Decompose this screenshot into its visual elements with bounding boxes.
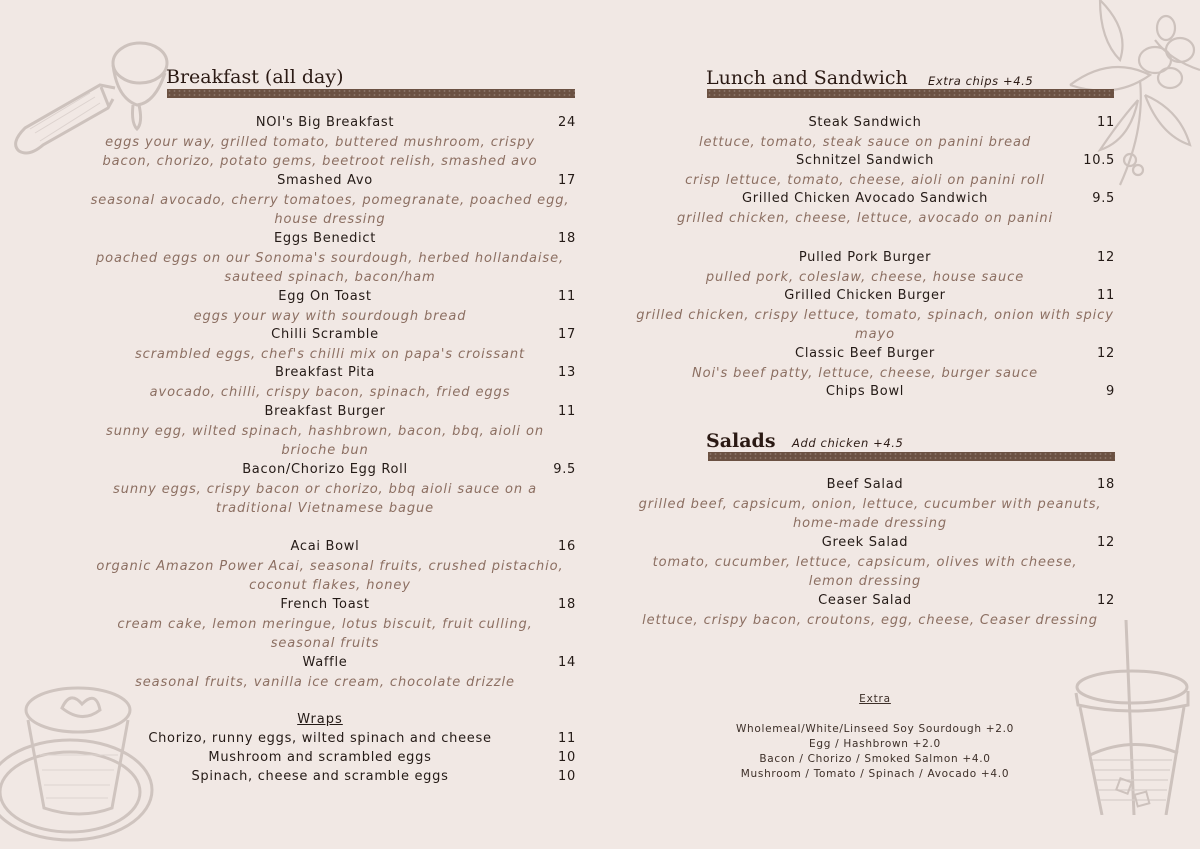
item-price: 16 <box>558 539 576 554</box>
item-name: Chilli Scramble <box>271 327 379 342</box>
item-description: organic Amazon Power Acai, seasonal fruits, crushed pistachio, coconut flakes, honey <box>96 559 564 594</box>
item-price: 17 <box>558 327 576 342</box>
section-note: Extra chips +4.5 <box>928 74 1034 88</box>
item-description: crisp lettuce, tomato, cheese, aioli on panini roll <box>685 173 1045 188</box>
item-price: 14 <box>558 655 576 670</box>
item-price: 12 <box>1097 250 1115 265</box>
item-price: 24 <box>558 115 576 130</box>
item-price: 9.5 <box>553 462 576 477</box>
item-name: Grilled Chicken Avocado Sandwich <box>741 191 989 206</box>
item-price: 9.5 <box>1092 191 1115 206</box>
item-price: 11 <box>1097 288 1115 303</box>
item-name: Egg On Toast <box>278 289 372 304</box>
item-description: scrambled eggs, chef's chilli mix on papa's croissant <box>134 347 526 362</box>
item-name: Steak Sandwich <box>808 115 922 130</box>
item-price: 11 <box>558 731 576 746</box>
item-description: eggs your way, grilled tomato, buttered mushroom, crispy bacon, chorizo, potato gems, beetroot relish, smashed avo <box>102 135 538 170</box>
item-name: Chorizo, runny eggs, wilted spinach and cheese <box>148 731 492 746</box>
extras-title: Extra <box>859 693 891 705</box>
item-price: 17 <box>558 173 576 188</box>
extra-line: Mushroom / Tomato / Spinach / Avocado +4.0 <box>740 768 1010 780</box>
item-name: Ceaser Salad <box>818 593 912 608</box>
item-name: Classic Beef Burger <box>795 346 935 361</box>
item-description: grilled beef, capsicum, onion, lettuce, cucumber with peanuts, home-made dressing <box>638 497 1102 532</box>
item-name: NOI's Big Breakfast <box>255 115 395 130</box>
wraps-title: Wraps <box>297 712 343 727</box>
breakfast-menu <box>90 0 580 849</box>
item-price: 10 <box>558 769 576 784</box>
item-description: eggs your way with sourdough bread <box>193 309 467 324</box>
item-name: Bacon/Chorizo Egg Roll <box>242 462 408 477</box>
item-price: 18 <box>1097 477 1115 492</box>
salads-menu <box>630 0 1120 849</box>
section-title: Lunch and Sandwich <box>706 67 908 89</box>
item-name: Beef Salad <box>826 477 904 492</box>
item-price: 13 <box>558 365 576 380</box>
item-description: seasonal fruits, vanilla ice cream, chocolate drizzle <box>135 675 515 690</box>
extra-line: Bacon / Chorizo / Smoked Salmon +4.0 <box>759 753 991 765</box>
section-title: Salads <box>706 430 776 452</box>
section-title: Breakfast (all day) <box>166 66 344 88</box>
item-description: seasonal avocado, cherry tomatoes, pomegranate, poached egg, house dressing <box>90 193 570 228</box>
item-name: Breakfast Burger <box>264 404 386 419</box>
item-name: Acai Bowl <box>290 539 360 554</box>
item-price: 12 <box>1097 346 1115 361</box>
item-name: Eggs Benedict <box>274 231 376 246</box>
item-name: Breakfast Pita <box>274 365 376 380</box>
item-name: Spinach, cheese and scramble eggs <box>191 769 449 784</box>
item-name: Mushroom and scrambled eggs <box>208 750 432 765</box>
item-price: 9 <box>1106 384 1115 399</box>
item-description: poached eggs on our Sonoma's sourdough, herbed hollandaise, sauteed spinach, bacon/ham <box>95 251 565 286</box>
item-name: Smashed Avo <box>277 173 373 188</box>
item-name: Chips Bowl <box>825 384 905 399</box>
section-note: Add chicken +4.5 <box>792 436 904 450</box>
item-description: lettuce, crispy bacon, croutons, egg, cheese, Ceaser dressing <box>642 613 1098 628</box>
item-price: 18 <box>558 597 576 612</box>
item-price: 12 <box>1097 535 1115 550</box>
item-price: 12 <box>1097 593 1115 608</box>
item-name: Schnitzel Sandwich <box>795 153 935 168</box>
item-description: tomato, cucumber, lettuce, capsicum, olives with cheese, lemon dressing <box>652 555 1078 590</box>
item-description: sunny egg, wilted spinach, hashbrown, bacon, bbq, aioli on brioche bun <box>106 424 544 459</box>
item-price: 11 <box>1097 115 1115 130</box>
item-name: Greek Salad <box>821 535 909 550</box>
item-price: 18 <box>558 231 576 246</box>
item-description: grilled chicken, cheese, lettuce, avocado on panini <box>676 211 1054 226</box>
item-price: 11 <box>558 289 576 304</box>
item-price: 10.5 <box>1083 153 1115 168</box>
item-description: lettuce, tomato, steak sauce on panini bread <box>699 135 1031 150</box>
extra-line: Egg / Hashbrown +2.0 <box>809 738 941 750</box>
item-name: French Toast <box>280 597 370 612</box>
item-price: 10 <box>558 750 576 765</box>
item-price: 11 <box>558 404 576 419</box>
item-name: Grilled Chicken Burger <box>784 288 946 303</box>
item-description: grilled chicken, crispy lettuce, tomato, spinach, onion with spicy mayo <box>636 308 1114 343</box>
item-description: cream cake, lemon meringue, lotus biscuit, fruit culling, seasonal fruits <box>117 617 533 652</box>
item-description: pulled pork, coleslaw, cheese, house sauce <box>705 270 1025 285</box>
extra-line: Wholemeal/White/Linseed Soy Sourdough +2.0 <box>735 723 1015 735</box>
item-name: Pulled Pork Burger <box>798 250 932 265</box>
item-name: Waffle <box>302 655 348 670</box>
item-description: sunny eggs, crispy bacon or chorizo, bbq aioli sauce on a traditional Vietnamese bague <box>113 482 537 517</box>
item-description: Noi's beef patty, lettuce, cheese, burger sauce <box>692 366 1038 381</box>
item-description: avocado, chilli, crispy bacon, spinach, fried eggs <box>149 385 511 400</box>
